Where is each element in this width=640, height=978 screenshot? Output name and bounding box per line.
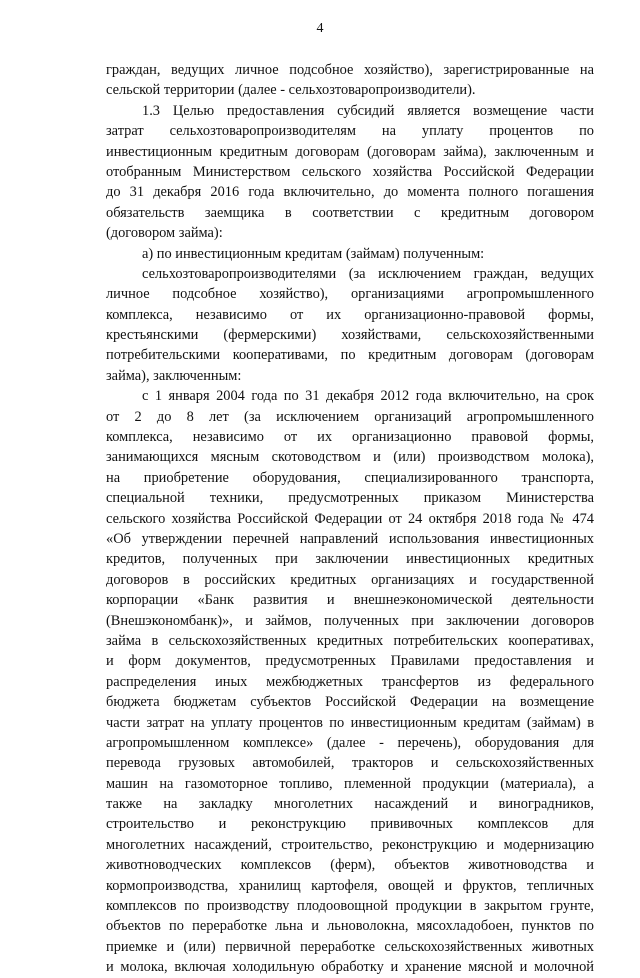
text-line: сельской территории (далее - сельхозтоваропроизводители).: [106, 82, 476, 99]
text-line: (договором займа):: [106, 225, 223, 242]
text-line: от 2 до 8 лет (за исключением организаций агропромышленного: [106, 408, 594, 425]
text-line: животноводческих комплексов (ферм), объектов животноводства и: [106, 857, 594, 874]
text-line: займа), заключенным:: [106, 367, 242, 384]
text-line: и форм документов, предусмотренных Правилами предоставления и: [106, 653, 594, 670]
text-line: личное подсобное хозяйство), организациями агропромышленного: [106, 286, 594, 303]
text-line: граждан, ведущих личное подсобное хозяйство), зарегистрированные на: [106, 62, 594, 78]
text-line: обязательств заемщика в соответствии с кредитным договором: [106, 204, 594, 221]
text-line: затрат сельхозтоваропроизводителям на уплату процентов по: [106, 123, 594, 140]
text-line: части затрат на уплату процентов по инвестиционным кредитам (займам) в: [106, 714, 594, 731]
text-line: кредитов, полученных при заключении инвестиционных кредитных: [106, 551, 594, 568]
document-body: [106, 60, 594, 978]
text-line: приемке и (или) первичной переработке сельскохозяйственных животных: [106, 938, 594, 955]
text-line: объектов по переработке льна и льноволокна, мясохладобоен, пунктов по: [106, 918, 594, 935]
text-line: кормопроизводства, хранилищ картофеля, овощей и фруктов, тепличных: [106, 877, 594, 894]
text-line: комплекса, независимо от их организационно правовой формы,: [106, 429, 594, 446]
text-line: распределения иных межбюджетных трансфертов из федерального: [106, 673, 594, 690]
text-line: комплекса, независимо от их организационно-правовой формы,: [106, 306, 594, 323]
text-line: корпорации «Банк развития и внешнеэкономической деятельности: [106, 592, 594, 609]
text-line: до 31 декабря 2016 года включительно, до момента полного погашения: [106, 184, 594, 201]
text-line: специальной техники, предусмотренных приказом Министерства: [106, 490, 594, 507]
text-line: сельхозтоваропроизводителями (за исключением граждан, ведущих: [142, 265, 594, 282]
text-line: займа в сельскохозяйственных кредитных потребительских кооперативах,: [106, 632, 594, 649]
text-line: многолетних насаждений, строительство, реконструкцию и модернизацию: [106, 836, 594, 853]
text-line: также на закладку многолетних насаждений и виноградников,: [106, 796, 594, 813]
text-line: отобранным Министерством сельского хозяйства Российской Федерации: [106, 163, 594, 180]
text-line: с 1 января 2004 года по 31 декабря 2012 года включительно, на срок: [142, 388, 594, 405]
text-line: и молока, включая холодильную обработку и хранение мясной и молочной: [106, 959, 594, 976]
page-number: 4: [316, 21, 324, 36]
text-line: комплексов по производству плодоовощной продукции в закрытом грунте,: [106, 898, 594, 915]
text-line: крестьянскими (фермерскими) хозяйствами, сельскохозяйственными: [106, 327, 594, 344]
text-line: машин на газомоторное топливо, племенной продукции (материала), а: [106, 775, 594, 792]
text-line: договоров в российских кредитных организациях и государственной: [106, 571, 594, 588]
text-line: агропромышленном комплексе» (далее - перечень), оборудования для: [106, 734, 594, 751]
text-line: 1.3 Целью предоставления субсидий является возмещение части: [142, 102, 594, 119]
text-line: сельского хозяйства Российской Федерации от 24 октября 2018 года № 474: [106, 510, 594, 527]
text-line: а) по инвестиционным кредитам (займам) полученным:: [142, 245, 485, 262]
text-line: потребительскими кооперативами, по кредитным договорам (договорам: [106, 347, 594, 364]
text-line: на приобретение оборудования, специализированного транспорта,: [106, 469, 594, 486]
text-line: (Внешэкономбанк)», и займов, полученных при заключении договоров: [106, 612, 594, 629]
text-line: строительство и реконструкцию прививочных комплексов для: [106, 816, 594, 833]
text-line: занимающихся мясным скотоводством и (или) производством молока),: [106, 449, 594, 466]
text-line: инвестиционным кредитным договорам (договорам займа), заключенным и: [106, 143, 594, 160]
text-line: «Об утверждении перечней направлений использования инвестиционных: [106, 530, 594, 547]
text-line: перевода грузовых автомобилей, тракторов и сельскохозяйственных: [106, 755, 594, 772]
text-line: бюджета бюджетам субъектов Российской Федерации на возмещение: [106, 694, 594, 711]
